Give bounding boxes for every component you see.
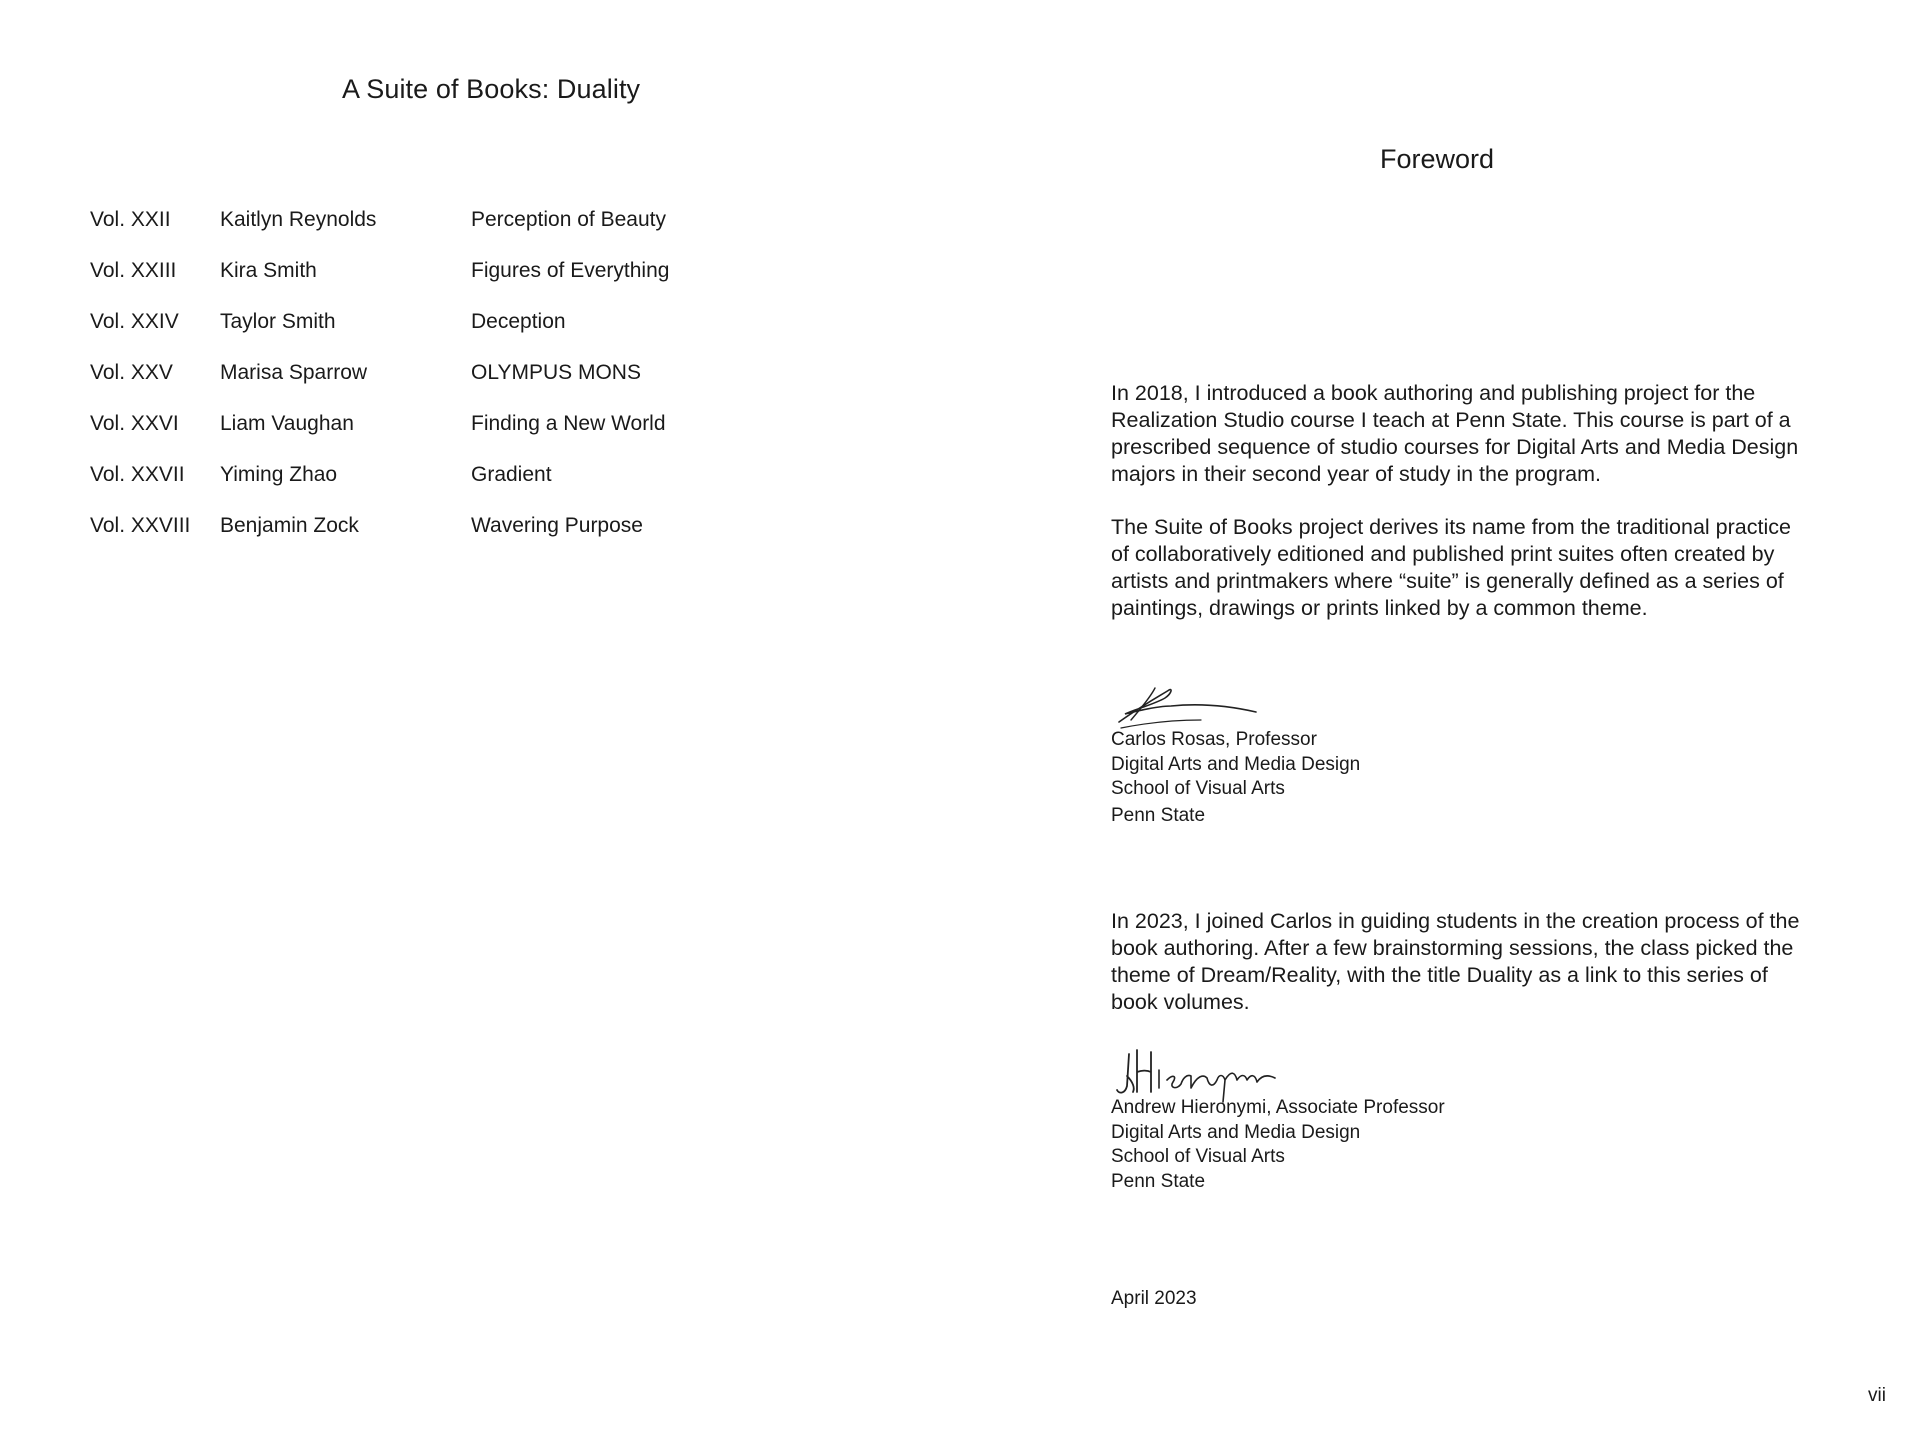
signatory-block [1111,728,1811,828]
volume-author: Marisa Sparrow [220,361,368,384]
volume-title: Wavering Purpose [471,514,643,537]
foreword-paragraph: The Suite of Books project derives its name from the traditional practice of collaboratively editioned and published print suites often created by artists and printmakers where “suite” is generally defined as a series of paintings, drawings or prints linked by a common theme. [1111,515,1791,620]
volume-title: Figures of Everything [471,259,670,282]
volume-title: Gradient [471,463,552,486]
volume-author: Taylor Smith [220,310,336,333]
volume-number: Vol. XXIII [90,259,177,282]
list-item [90,459,790,510]
volume-number: Vol. XXVIII [90,514,191,537]
signatory-department: Digital Arts and Media Design [1111,1121,1361,1143]
signatory-university: Penn State [1111,804,1206,826]
foreword-date: April 2023 [1111,1288,1197,1309]
signature-carlos-rosas [1111,676,1261,736]
signatory-school: School of Visual Arts [1111,778,1285,799]
volume-author: Benjamin Zock [220,514,359,537]
volume-number: Vol. XXIV [90,310,179,333]
signatory-block [1111,1096,1811,1194]
volume-title: Perception of Beauty [471,208,666,231]
volume-author: Liam Vaughan [220,412,354,435]
volume-number: Vol. XXVI [90,412,179,435]
foreword-paragraph: In 2023, I joined Carlos in guiding students in the creation process of the book authoring. After a few brainstorming sessions, the class picked the theme of Dream/Reality, with the title Duality as a link to this series of book volumes. [1111,909,1800,1014]
signatory-name: Carlos Rosas, Professor [1111,729,1317,750]
signature-andrew-hieronymi [1111,1040,1291,1104]
volume-number: Vol. XXVII [90,463,185,486]
volume-title: Deception [471,310,566,333]
series-title: A Suite of Books: Duality [342,74,641,104]
volume-author: Kaitlyn Reynolds [220,208,377,231]
foreword-heading: Foreword [1380,144,1495,174]
signatory-school: School of Visual Arts [1111,1146,1285,1167]
list-item [90,357,790,408]
signatory-university: Penn State [1111,1170,1206,1192]
signatory-department: Digital Arts and Media Design [1111,753,1361,775]
list-item [90,255,790,306]
list-item [90,204,790,255]
list-item [90,306,790,357]
volume-list [90,204,790,561]
signatory-name: Andrew Hieronymi, Associate Professor [1111,1097,1445,1118]
volume-number: Vol. XXV [90,361,173,384]
volume-author: Yiming Zhao [220,463,338,486]
list-item [90,408,790,459]
volume-title: OLYMPUS MONS [471,361,641,384]
list-item [90,510,790,561]
page-number: vii [1868,1385,1886,1406]
volume-number: Vol. XXII [90,208,171,231]
volume-title: Finding a New World [471,412,666,435]
volume-author: Kira Smith [220,259,317,282]
foreword-paragraph: In 2018, I introduced a book authoring and publishing project for the Realization Studio course I teach at Penn State. This course is part of a prescribed sequence of studio courses for Digital Arts and Media Design majors in their second year of study in the program. [1111,381,1799,486]
